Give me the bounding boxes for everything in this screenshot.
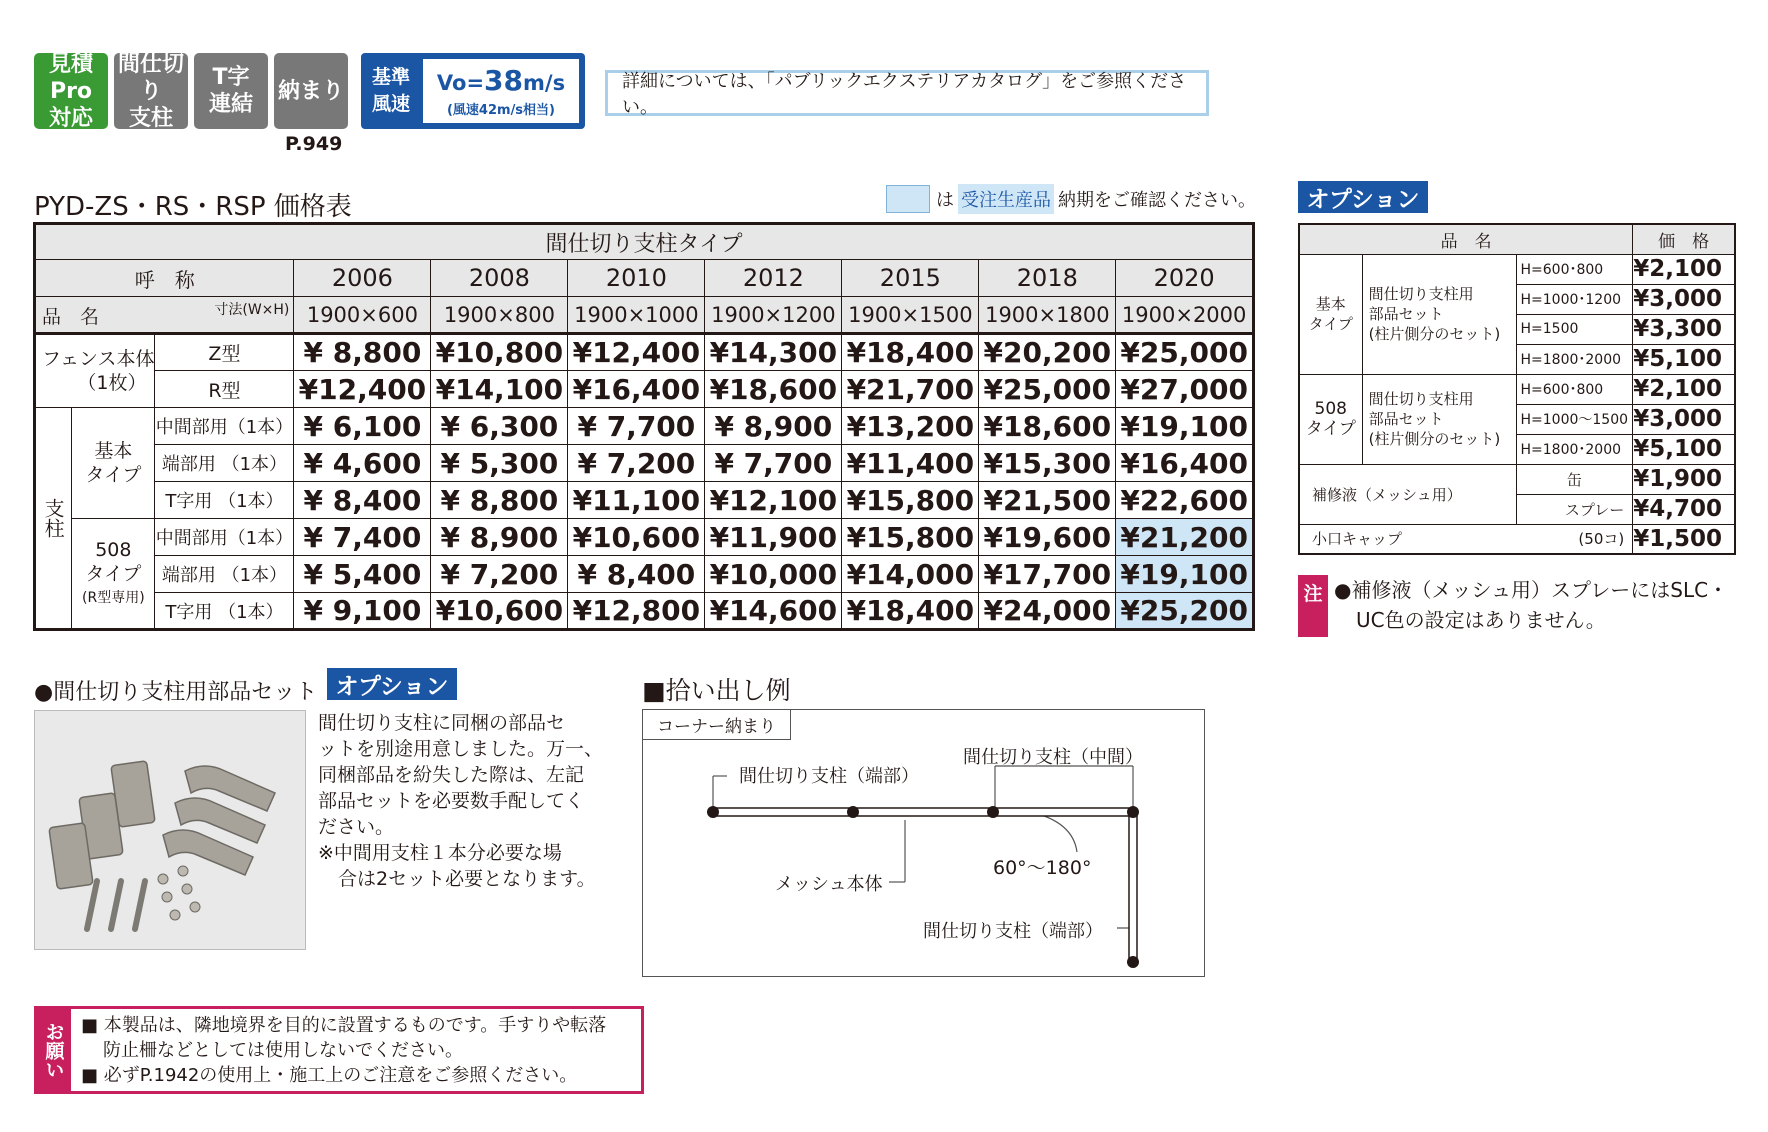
price-cell: ¥16,400 (568, 371, 705, 408)
badge-text: 連結 (208, 92, 253, 117)
catalog-info-box (605, 70, 1209, 116)
note-line: ●補修液（メッシュ用）スプレーにはSLC・ (1334, 578, 1729, 602)
option-desc-2: 部品セット (1368, 305, 1444, 323)
price-cell: ¥ 6,300 (431, 408, 568, 445)
fence-label-1: フェンス本体 (42, 348, 155, 370)
wind-label-1: 基準 (371, 66, 410, 88)
code-cell: 2020 (1116, 260, 1254, 297)
option-desc-3: (柱片側分のセット) (1368, 430, 1501, 448)
price-cell: ¥ 9,100 (294, 593, 431, 630)
price-cell: ¥12,400 (568, 334, 705, 371)
badge-text: T字 (212, 65, 250, 90)
price-cell: ¥13,200 (842, 408, 979, 445)
group-label: (R型専用) (82, 589, 145, 606)
note-line: UC色の設定はありません。 (1356, 608, 1606, 632)
parts-note-line: ※中間用支柱１本分必要な場 (318, 842, 562, 864)
row-sub: T字用 （1本） (155, 482, 294, 519)
item-label: 品 名 (42, 306, 100, 328)
dim-cell: 1900×600 (294, 297, 431, 334)
bracket-parts-illustration (35, 711, 307, 951)
dim-cell: 1900×2000 (1116, 297, 1254, 334)
row-sub: 端部用 （1本） (155, 556, 294, 593)
option-type-1: 508 (1314, 399, 1347, 419)
cap-label (1299, 524, 1633, 554)
option-desc (1362, 254, 1516, 374)
table-row (1299, 464, 1735, 494)
table-row (35, 371, 1254, 408)
badge-osamari (274, 53, 348, 129)
dim-cell: 1900×1500 (842, 297, 979, 334)
basic-type-label (72, 408, 155, 519)
option-type-label (1299, 374, 1362, 464)
legend-text: 納期をご確認ください。 (1058, 190, 1256, 211)
code-cell: 2010 (568, 260, 705, 297)
options-col-name: 品 名 (1299, 224, 1633, 254)
price-cell: ¥ 4,600 (294, 445, 431, 482)
option-height: H=1500 (1516, 314, 1633, 344)
price-table-title: PYD-ZS・RS・RSP 価格表 (34, 192, 352, 222)
legend (886, 184, 1256, 214)
request-text (81, 1013, 606, 1088)
option-height: H=1000･1200 (1516, 284, 1633, 314)
request-box (34, 1006, 644, 1094)
price-cell: ¥ 8,900 (705, 408, 842, 445)
option-height: H=1800･2000 (1516, 344, 1633, 374)
options-tag: オプション (1298, 181, 1428, 213)
price-cell: ¥19,100 (1116, 408, 1254, 445)
fence-body-label (35, 334, 155, 408)
dim-cell: 1900×1200 (705, 297, 842, 334)
badge-text: 対応 (48, 105, 93, 131)
table-row (35, 408, 1254, 445)
price-cell: ¥10,600 (568, 519, 705, 556)
row-sub: 中間部用（1本） (155, 519, 294, 556)
table-row (1299, 524, 1735, 554)
wind-note: (風速42m/s相当) (446, 103, 555, 118)
price-cell: ¥14,000 (842, 556, 979, 593)
option-height: H=1800･2000 (1516, 434, 1633, 464)
request-line: ■ 本製品は、隣地境界を目的に設置するものです。手すりや転落 (81, 1015, 607, 1036)
repair-label: 補修液（メッシュ用） (1299, 464, 1516, 524)
price-cell: ¥12,800 (568, 593, 705, 630)
code-cell: 2018 (979, 260, 1116, 297)
option-type-1: 基本 (1315, 295, 1346, 313)
badge-t-joint (194, 53, 268, 129)
price-cell: ¥12,400 (294, 371, 431, 408)
dim-cell: 1900×1000 (568, 297, 705, 334)
type508-label (72, 519, 155, 630)
name-label: 呼 称 (35, 260, 294, 297)
option-price: ¥3,000 (1633, 284, 1735, 314)
option-price: ¥1,900 (1633, 464, 1735, 494)
post-label: 支柱 (35, 408, 72, 630)
table-row (35, 519, 1254, 556)
price-cell: ¥10,000 (705, 556, 842, 593)
legend-swatch (886, 185, 930, 213)
table-row (35, 445, 1254, 482)
price-cell: ¥15,800 (842, 482, 979, 519)
row-sub: R型 (155, 371, 294, 408)
price-cell: ¥20,200 (979, 334, 1116, 371)
option-price: ¥3,300 (1633, 314, 1735, 344)
table-row (1299, 374, 1735, 404)
price-cell: ¥14,300 (705, 334, 842, 371)
option-type-label (1299, 254, 1362, 374)
price-cell: ¥ 8,800 (294, 334, 431, 371)
price-cell: ¥10,600 (431, 593, 568, 630)
dim-cell: 1900×1800 (979, 297, 1116, 334)
parts-desc-line: 同梱部品を紛失した際は、左記 (318, 764, 585, 786)
table-row (35, 482, 1254, 519)
option-price: ¥2,100 (1633, 374, 1735, 404)
wind-prefix: Vo= (436, 71, 485, 95)
table-row (35, 593, 1254, 630)
price-cell: ¥18,400 (842, 334, 979, 371)
price-cell: ¥ 7,700 (568, 408, 705, 445)
group-label: 基本 (94, 440, 133, 462)
parts-desc-line: ださい。 (318, 816, 395, 838)
option-desc-3: (柱片側分のセット) (1368, 325, 1501, 343)
request-label: お願い (37, 1009, 71, 1091)
table-row (1299, 254, 1735, 284)
price-cell: ¥ 5,300 (431, 445, 568, 482)
price-cell: ¥ 7,200 (431, 556, 568, 593)
badge-text: 支柱 (128, 105, 173, 131)
group-label: 508 (95, 538, 132, 561)
price-cell: ¥ 7,400 (294, 519, 431, 556)
price-cell: ¥ 5,400 (294, 556, 431, 593)
code-cell: 2012 (705, 260, 842, 297)
code-cell: 2006 (294, 260, 431, 297)
price-cell-made-to-order: ¥25,200 (1116, 593, 1254, 630)
code-cell: 2015 (842, 260, 979, 297)
option-price: ¥2,100 (1633, 254, 1735, 284)
row-sub: 端部用 （1本） (155, 445, 294, 482)
price-cell: ¥27,000 (1116, 371, 1254, 408)
price-cell: ¥10,800 (431, 334, 568, 371)
price-cell: ¥24,000 (979, 593, 1116, 630)
badge-text: 見積Pro (48, 51, 93, 104)
repair-kind: スプレー (1516, 494, 1633, 524)
price-cell-made-to-order: ¥21,200 (1116, 519, 1254, 556)
group-label: タイプ (85, 562, 142, 585)
parts-options-tag: オプション (327, 668, 457, 700)
note-label: 注 (1298, 575, 1328, 637)
option-desc-2: 部品セット (1368, 410, 1444, 428)
legend-highlight: 受注生産品 (958, 184, 1054, 214)
option-price: ¥1,500 (1633, 524, 1735, 554)
note-text (1334, 575, 1728, 635)
repair-kind: 缶 (1516, 464, 1633, 494)
dim-cell: 1900×800 (431, 297, 568, 334)
option-price: ¥4,700 (1633, 494, 1735, 524)
price-cell: ¥11,100 (568, 482, 705, 519)
price-cell: ¥18,400 (842, 593, 979, 630)
price-cell: ¥ 8,400 (568, 556, 705, 593)
label-mid: 間仕切り支柱（中間） (963, 747, 1143, 768)
price-cell: ¥11,400 (842, 445, 979, 482)
price-cell: ¥25,000 (979, 371, 1116, 408)
label-end-bottom: 間仕切り支柱（端部） (923, 921, 1103, 942)
price-cell: ¥19,600 (979, 519, 1116, 556)
request-line: ■ 必ずP.1942の使用上・施工上のご注意をご参照ください。 (81, 1065, 578, 1086)
label-angle: 60°〜180° (993, 857, 1092, 879)
price-cell: ¥ 8,900 (431, 519, 568, 556)
price-cell: ¥12,100 (705, 482, 842, 519)
wind-speed-badge (361, 53, 585, 129)
option-type-2: タイプ (1305, 419, 1356, 439)
badge-text: 納まり (277, 78, 344, 104)
table-header: 間仕切り支柱タイプ (35, 224, 1254, 260)
page-reference: P.949 (285, 133, 343, 155)
price-cell: ¥18,600 (979, 408, 1116, 445)
parts-note-line: 合は2セット必要となります。 (338, 868, 596, 890)
example-box (642, 709, 1205, 977)
parts-desc-line: 間仕切り支柱に同梱の部品セ (318, 712, 566, 734)
option-price: ¥5,100 (1633, 344, 1735, 374)
options-col-price: 価 格 (1633, 224, 1735, 254)
label-mesh: メッシュ本体 (775, 874, 883, 895)
price-cell: ¥14,100 (431, 371, 568, 408)
price-cell: ¥25,000 (1116, 334, 1254, 371)
option-desc-1: 間仕切り支柱用 (1368, 285, 1474, 303)
option-type-2: タイプ (1308, 315, 1353, 333)
code-cell: 2008 (431, 260, 568, 297)
price-cell: ¥18,600 (705, 371, 842, 408)
price-cell: ¥ 8,800 (431, 482, 568, 519)
parts-desc-line: ットを別途用意しました。万一、 (318, 738, 604, 760)
row-sub: 中間部用（1本） (155, 408, 294, 445)
item-size-label (35, 297, 294, 334)
price-cell: ¥17,700 (979, 556, 1116, 593)
wind-value (437, 64, 565, 97)
price-cell: ¥ 6,100 (294, 408, 431, 445)
price-cell: ¥21,700 (842, 371, 979, 408)
table-row (35, 334, 1254, 371)
option-height: H=600･800 (1516, 254, 1633, 284)
option-height: H=600･800 (1516, 374, 1633, 404)
wind-label (361, 53, 421, 129)
parts-title: ●間仕切り支柱用部品セット (34, 680, 318, 705)
cap-label-text: 小口キャップ (1312, 530, 1403, 549)
price-cell: ¥14,600 (705, 593, 842, 630)
wind-unit: m/s (523, 71, 566, 95)
price-cell: ¥21,500 (979, 482, 1116, 519)
wind-label-2: 風速 (371, 93, 410, 115)
parts-photo (34, 710, 306, 950)
label-end-top: 間仕切り支柱（端部） (739, 766, 919, 787)
request-line: 防止柵などとしては使用しないでください。 (103, 1040, 463, 1061)
price-cell: ¥22,600 (1116, 482, 1254, 519)
price-cell: ¥ 7,200 (568, 445, 705, 482)
option-price: ¥3,000 (1633, 404, 1735, 434)
price-cell: ¥16,400 (1116, 445, 1254, 482)
price-cell: ¥ 7,700 (705, 445, 842, 482)
option-desc-1: 間仕切り支柱用 (1368, 390, 1474, 408)
example-title: ■拾い出し例 (642, 676, 791, 705)
price-cell: ¥11,900 (705, 519, 842, 556)
size-label: 寸法(W×H) (214, 302, 290, 318)
price-cell: ¥15,800 (842, 519, 979, 556)
price-cell: ¥ 8,400 (294, 482, 431, 519)
legend-text: は (936, 190, 954, 211)
option-price: ¥5,100 (1633, 434, 1735, 464)
row-sub: Z型 (155, 334, 294, 371)
price-cell-made-to-order: ¥19,100 (1116, 556, 1254, 593)
wind-number: 38 (484, 64, 524, 97)
wind-value-box (423, 59, 579, 123)
row-sub: T字用 （1本） (155, 593, 294, 630)
option-desc (1362, 374, 1516, 464)
fence-label-2: （1枚） (77, 372, 147, 394)
price-cell: ¥15,300 (979, 445, 1116, 482)
group-label: タイプ (85, 464, 142, 486)
badge-text: 間仕切り (117, 51, 184, 104)
badge-partition-post (114, 53, 188, 129)
table-row (35, 556, 1254, 593)
price-table (33, 222, 1255, 631)
options-table (1298, 223, 1736, 555)
parts-desc-line: 部品セットを必要数手配してく (318, 790, 585, 812)
catalog-info-text: 詳細については、「パブリックエクステリアカタログ」をご参照ください。 (622, 71, 1187, 118)
parts-description (318, 710, 603, 892)
example-box-label: コーナー納まり (643, 710, 791, 740)
option-height: H=1000〜1500 (1516, 404, 1633, 434)
badge-mitsumori-pro (34, 53, 108, 129)
cap-qty: (50コ) (1578, 530, 1625, 549)
